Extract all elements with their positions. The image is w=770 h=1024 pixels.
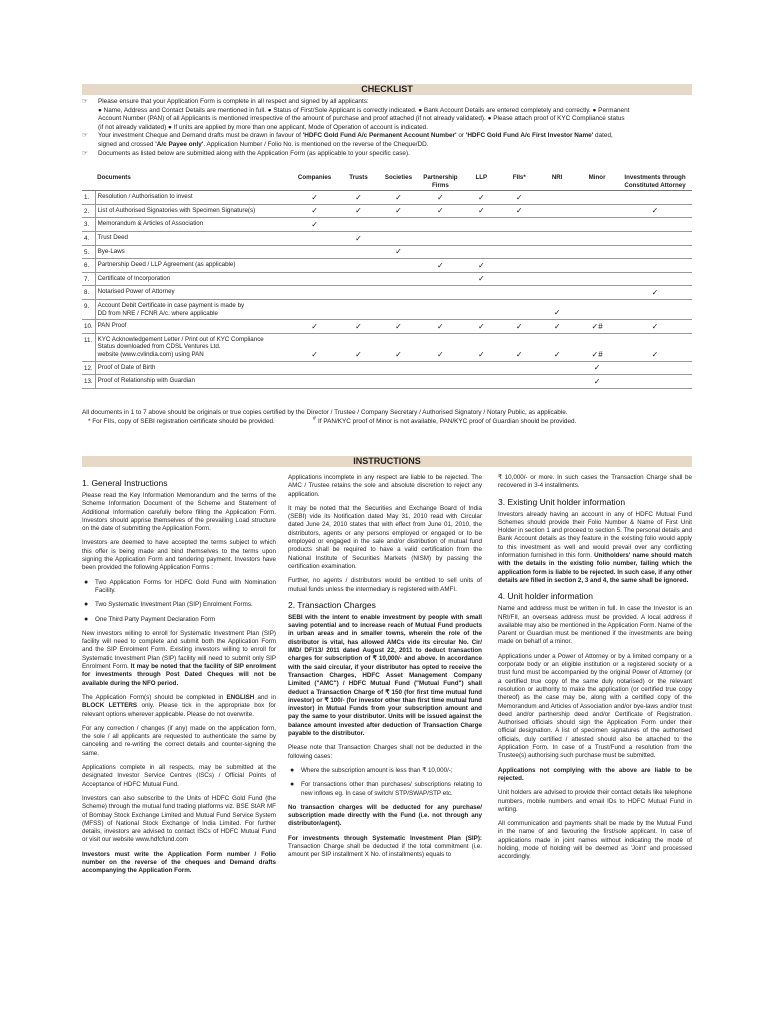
checklist-notes (82, 408, 692, 427)
s2-bullet-2 (288, 781, 482, 798)
empty-cell (576, 218, 618, 232)
check-icon: ✓ (378, 191, 418, 205)
c2-paragraph-1: Applications incomplete in any respect are liable to be rejected. The AMC / Trustee retains the sole and absolute discretion to reject any application. (288, 474, 482, 498)
col-companies: Companies (291, 173, 339, 191)
row-document: Proof of Relationship with Guardian (95, 375, 290, 389)
row-number: 6. (82, 259, 95, 273)
checklist-line-2 (82, 132, 692, 141)
check-icon: ✓ (618, 204, 692, 218)
s1-paragraph-1: Please read the Key Information Memorandum and the terms of the Scheme Information Document of the Scheme and Statement of Additional Information carefully before filling the Application Form. Investors should apprise themselves of the prevailing Load structure on the date of submitting the Application Form. (82, 492, 276, 533)
s1-bullet-2-text: Two Systematic Investment Plan (SIP) Enrolment Forms. (95, 601, 253, 609)
s1-bullet-3 (82, 616, 276, 624)
s2-bullet-2-text: For transactions other than purchases/ subscriptions relating to new inflows eg. In case of switch/ STP/SWAP/STP etc. (301, 781, 482, 797)
section-3-title: 3. Existing Unit holder information (498, 496, 626, 507)
empty-cell (618, 299, 692, 319)
line2-text-h: . Application Number / Folio No. is mentioned on the reverse of the Cheque/DD. (203, 140, 429, 148)
check-icon: ✓ (462, 191, 500, 205)
pointing-hand-icon: ☞ (82, 149, 88, 157)
empty-cell (462, 299, 500, 319)
s2-paragraph-2: Please note that Transaction Charges shall not be deducted in the following cases: (288, 744, 482, 760)
empty-cell (576, 259, 618, 273)
check-icon: ✓ (618, 320, 692, 334)
empty-cell (418, 299, 462, 319)
empty-cell (576, 204, 618, 218)
row-number: 11. (82, 333, 95, 361)
s1-paragraph-6: Applications complete in all respects, may be submitted at the designated Investor Service Centres (ISCs) / Official Points of Acceptance of HDFC Mutual Fund. (82, 764, 276, 788)
s1-paragraph-5: For any correction / changes (if any) made on the application form, the sole / all applicants are requested to authenticate the same by canceling and re-writing the correct details and counter-signing the same. (82, 724, 276, 757)
row-document: Partnership Deed / LLP Agreement (as applicable) (95, 259, 290, 273)
table-row (82, 204, 692, 218)
table-row (82, 320, 692, 334)
bullet-icon: ● (84, 601, 89, 609)
checklist-line-3-text: Documents as listed below are submitted along with the Application Form (as applicable to your specific case). (98, 149, 410, 157)
col-documents: Documents (95, 173, 290, 191)
check-icon: ✓ (418, 191, 462, 205)
col-societies: Societies (378, 173, 418, 191)
check-icon: ✓ (339, 333, 379, 361)
empty-cell (500, 231, 538, 245)
line2-payee-name: 'HDFC Gold Fund A/c First Investor Name' (465, 132, 594, 140)
empty-cell (339, 286, 379, 300)
checklist-line-1-sub-3: (if not already validated) ● If units are applied by more than one applicant, Mode of Operation of account is indicated. (98, 123, 428, 131)
empty-cell (500, 361, 538, 375)
check-icon: ✓ (378, 333, 418, 361)
empty-cell (500, 218, 538, 232)
empty-cell (618, 259, 692, 273)
note-minor: If PAN/KYC proof of Minor is not available, PAN/KYC proof of Guardian should be provided. (318, 418, 577, 425)
empty-cell (418, 231, 462, 245)
empty-cell (418, 361, 462, 375)
s4-paragraph-2: Applications under a Power of Attorney or by a limited company or a corporate body or an eligible institution or a registered society or a trust fund must be accompanied by the original Power of Attorney (or a certified true copy of the same duly notarised) or the relevant resolution or authority to make the application (or certified true copy thereof) as the case may be, along with a certified copy of the Memorandum and Articles of Association and/or bye-laws and/or trust deed and/or partnership deed and/or Certificate of Registration. Authorised officials should sign the Application Form under their official designation. A list of specimen signatures of the authorised officials, duly certified / attested should also be attached to the Application Form. In case of a Trust/Fund a resolution from the Trustee(s) authorising such purchase must be submitted. (498, 652, 692, 760)
s1-p8-bold: Investors must write the Application Form number / Folio number on the reverse of the cheques and Demand drafts accompanying the Application Form. (82, 850, 276, 875)
s2-p4-text: Transaction Charge shall be deducted if the total commitment (i.e. amount per SIP installment X No. of installments) equals to (288, 842, 482, 859)
row-number: 5. (82, 245, 95, 259)
empty-cell (462, 375, 500, 389)
bullet-icon: ● (84, 578, 89, 586)
empty-cell (462, 361, 500, 375)
empty-cell (618, 245, 692, 259)
col-partnership-line2: Firms (431, 181, 449, 189)
s1-paragraph-8 (82, 851, 276, 876)
row-number: 4. (82, 231, 95, 245)
check-icon: ✓ (418, 320, 462, 334)
s2-p4-bold: For investments through Systematic Investment Plan (SIP): (288, 834, 482, 842)
empty-cell (500, 375, 538, 389)
pointing-hand-icon: ☞ (82, 132, 88, 140)
checklist-line-1-text: Please ensure that your Application Form is complete in all respect and signed by all applicants: (98, 98, 369, 105)
empty-cell (418, 218, 462, 232)
checklist-line-1 (82, 98, 692, 107)
check-icon: ✓ (462, 320, 500, 334)
check-icon: ✓ (462, 272, 500, 286)
table-row (82, 272, 692, 286)
check-icon: ✓# (576, 320, 618, 334)
s2-paragraph-4 (288, 835, 482, 860)
s1-bullet-1 (82, 579, 276, 596)
check-icon: ✓ (538, 320, 576, 334)
table-row (82, 286, 692, 300)
empty-cell (418, 286, 462, 300)
row-number: 1. (82, 191, 95, 205)
empty-cell (576, 191, 618, 205)
check-icon: ✓ (500, 320, 538, 334)
empty-cell (378, 361, 418, 375)
row-document: List of Authorised Signatories with Specimen Signature(s) (95, 204, 290, 218)
empty-cell (462, 245, 500, 259)
empty-cell (500, 272, 538, 286)
s2-paragraph-1 (288, 614, 482, 738)
empty-cell (378, 299, 418, 319)
s2-paragraph-3 (288, 804, 482, 829)
empty-cell (500, 286, 538, 300)
empty-cell (291, 286, 339, 300)
empty-cell (538, 361, 576, 375)
row-document: Notarised Power of Attorney (95, 286, 290, 300)
s2-bullet-1-text: Where the subscription amount is less than ₹ 10,000/-; (301, 766, 453, 774)
check-icon: ✓ (500, 333, 538, 361)
check-icon: ✓ (291, 204, 339, 218)
table-row (82, 191, 692, 205)
empty-cell (291, 361, 339, 375)
col-nri: NRI (538, 173, 576, 191)
check-icon: ✓ (339, 231, 379, 245)
s3-p1-bold: Unitholders' name should match with the details in the existing folio number, failing which the application form is liable to be rejected. In such case, if any other details are filled in section 2, 3 and 4, the same shall be ignored. (498, 552, 693, 584)
check-icon: ✓ (378, 320, 418, 334)
section-4-title: 4. Unit holder information (498, 591, 593, 602)
row-number: 7. (82, 272, 95, 286)
s2-bullet-1 (288, 767, 482, 775)
s1-paragraph-7: Investors can also subscribe to the Units of HDFC Gold Fund (the Scheme) through the mutual fund trading platforms viz. BSE StAR MF of Bombay Stock Exchange Limited and Mutual Fund Service System (MFSS) of National Stock Exchange of India Limited. For further details, investors are advised to contact ISCs of HDFC Mutual Fund or visit our website www.hdfcfund.com (82, 794, 276, 844)
check-icon: ✓ (291, 218, 339, 232)
empty-cell (618, 272, 692, 286)
row-number: 2. (82, 204, 95, 218)
table-row (82, 299, 692, 319)
s3-paragraph-1 (498, 511, 692, 586)
pointing-hand-icon: ☞ (82, 98, 88, 105)
col-investments-line2: Constituted Attorney (624, 181, 686, 189)
empty-cell (291, 272, 339, 286)
check-icon: ✓ (339, 320, 379, 334)
check-icon: ✓ (339, 204, 379, 218)
empty-cell (538, 218, 576, 232)
s4-paragraph-3 (498, 767, 692, 784)
row-document: PAN Proof (95, 320, 290, 334)
empty-cell (538, 272, 576, 286)
empty-cell (378, 375, 418, 389)
empty-cell (500, 259, 538, 273)
check-icon: ✓ (500, 191, 538, 205)
checklist-line-2-cont (82, 141, 692, 150)
table-row (82, 231, 692, 245)
note-all-documents: All documents in 1 to 7 above should be originals or true copies certified by the Director / Trustee / Company Secretary / Authorised Signatory / Notary Public, as applicable. (82, 409, 568, 416)
table-row (82, 333, 692, 361)
checklist-line-1-sub-2: Account Number (PAN) of all Applicants is mentioned irrespective of the amount of purchase and proof attached (if not already validated). ● Please attach proof of KYC Compliance status (98, 115, 625, 123)
empty-cell (378, 218, 418, 232)
row-number: 13. (82, 375, 95, 389)
table-row (82, 375, 692, 389)
s1-p4-c: and in (254, 693, 276, 701)
bullet-icon: ● (290, 766, 295, 774)
s4-paragraph-1: Name and address must be written in full. In case the Investor is an NRI/FII, an overseas address must be provided. A local address if available may also be mentioned in the Application Form. Name of the Parent or Guardian must be mentioned if the investments are being made on behalf of a minor. (498, 605, 692, 646)
row-document: Proof of Date of Birth (95, 361, 290, 375)
s2-p1-bold: SEBI with the intent to enable investment by people with small saving potential and to increase reach of Mutual Fund products in urban areas and in smaller towns, wherein the role of the distributor is vital, has allowed AMCs vide its circular No. Cir/ IMD/ DF/13/ 2011 dated August 22, 2011 to deduct transaction charges for subscription of ₹ 10,000/- and above. In accordance with the said circular, if your distributor has opted to receive the Transaction Charges, HDFC Asset Management Company Limited ("AMC") / HDFC Mutual Fund ("Mutual Fund") shall deduct a Transaction Charge of ₹ 150 (for first time mutual fund investor) or ₹ 100/- (for investor other than first time mutual fund investor) in Mutual Funds from your subscription amount and pay the same to your distributor. Units will be issued against the balance amount invested after deduction of Transaction Charge payable to the distributor. (288, 613, 482, 738)
empty-cell (339, 218, 379, 232)
note-fii: * For FIIs, copy of SEBI registration certificate should be provided. (88, 418, 275, 425)
checklist-intro (82, 98, 692, 158)
row-document: Certificate of Incorporation (95, 272, 290, 286)
empty-cell (291, 375, 339, 389)
empty-cell (339, 361, 379, 375)
table-row (82, 218, 692, 232)
section-1-title: 1. General Instructions (82, 478, 168, 488)
s3-p1-text: Investors already having an account in any of HDFC Mutual Fund Schemes should provide their Folio Number & Name of First Unit Holder in section 1 and proceed to section 5. The personal details and Bank Account details as they feature in the existing folio would apply to this investment as well and would prevail over any conflicting information furnished in this form. (498, 510, 692, 560)
empty-cell (538, 191, 576, 205)
check-icon: ✓ (378, 204, 418, 218)
empty-cell (538, 245, 576, 259)
c2-paragraph-3: Further, no agents / distributors would be entitled to sell units of mutual funds unless the intermediary is registered with AMFI. (288, 577, 482, 593)
checklist-line-3 (82, 150, 692, 159)
row-number: 8. (82, 286, 95, 300)
s1-bullet-3-text: One Third Party Payment Declaration Form (95, 615, 216, 623)
check-icon: ✓ (462, 259, 500, 273)
check-icon: ✓ (576, 361, 618, 375)
empty-cell (538, 204, 576, 218)
check-icon: ✓ (500, 204, 538, 218)
section-2-title: 2. Transaction Charges (288, 599, 376, 610)
s4-paragraph-5: All communication and payments shall be made by the Mutual Fund in the name of and favouring the first/sole applicant. In case of applications made in joint names without indicating the mode of holding, mode of holding will be deemed as 'Joint' and processed accordingly. (498, 820, 692, 861)
empty-cell (462, 286, 500, 300)
empty-cell (291, 231, 339, 245)
check-icon: ✓ (538, 299, 576, 319)
empty-cell (576, 286, 618, 300)
empty-cell (378, 286, 418, 300)
table-row (82, 259, 692, 273)
s1-bullet-1-text: Two Application Forms for HDFC Gold Fund with Nomination Facility. (95, 578, 276, 594)
instructions-column-1 (82, 474, 276, 882)
s1-p4-e: only. Please tick in the appropriate box for relevant options wherever applicable. Please do not overwrite. (82, 702, 276, 718)
empty-cell (618, 218, 692, 232)
empty-cell (339, 375, 379, 389)
c2-paragraph-2: It may be noted that the Securities and Exchange Board of India (SEBI) vide its Notification dated May 31, 2010 read with Circular dated June 24, 2010 states that with effect from June 01, 2010, the distributors, agents or any persons employed or engaged or to be employed or engaged in the sale and/or distribution of mutual fund products shall be required to have a valid certification from the National Institute of Securities Markets (NISM) by passing the certification examination. (288, 504, 482, 570)
empty-cell (618, 231, 692, 245)
col-trusts: Trusts (339, 173, 379, 191)
empty-cell (291, 299, 339, 319)
line2-text-f: signed and crossed (98, 140, 156, 148)
empty-cell (500, 245, 538, 259)
table-row (82, 361, 692, 375)
s1-p4-block: BLOCK LETTERS (82, 702, 138, 710)
empty-cell (462, 218, 500, 232)
col-investments (618, 173, 692, 191)
line2-ac-payee: 'A/c Payee only' (155, 140, 204, 148)
empty-cell (418, 272, 462, 286)
checklist-title: CHECKLIST (82, 84, 692, 95)
note-row (82, 417, 692, 427)
table-header-row (82, 173, 692, 191)
row-document: Resolution / Authorisation to invest (95, 191, 290, 205)
check-icon: ✓ (618, 286, 692, 300)
instructions-column-3 (498, 474, 692, 868)
check-icon: ✓ (291, 191, 339, 205)
col-partnership-line1: Partnership (423, 174, 458, 181)
empty-cell (576, 245, 618, 259)
empty-cell (538, 231, 576, 245)
table-row (82, 245, 692, 259)
empty-cell (291, 259, 339, 273)
check-icon: ✓ (291, 333, 339, 361)
check-icon: ✓ (618, 333, 692, 361)
row-document: Trust Deed (95, 231, 290, 245)
s1-p3-bold: It may be noted that the facility of SIP enrolment for investments through Post Dated Cheques will not be available during the NFO period. (82, 663, 276, 687)
check-icon: ✓ (462, 204, 500, 218)
check-icon: ✓ (576, 375, 618, 389)
col-investments-line1: Investments through (624, 174, 686, 181)
empty-cell (418, 375, 462, 389)
row-document: Bye-Laws (95, 245, 290, 259)
check-icon: ✓ (378, 245, 418, 259)
s4-p3-bold: Applications not complying with the above are liable to be rejected. (498, 766, 692, 782)
row-number: 12. (82, 361, 95, 375)
empty-cell (538, 286, 576, 300)
empty-cell (418, 245, 462, 259)
empty-cell (378, 272, 418, 286)
row-document: Account Debit Certificate in case payment is made by DD from NRE / FCNR A/c. where applicable (95, 299, 290, 319)
col-minor: Minor (576, 173, 618, 191)
empty-cell (538, 375, 576, 389)
check-icon: ✓ (418, 259, 462, 273)
empty-cell (339, 272, 379, 286)
empty-cell (339, 259, 379, 273)
check-icon: ✓# (576, 333, 618, 361)
col-llp: LLP (462, 173, 500, 191)
documents-table (82, 173, 692, 389)
s1-paragraph-2: Investors are deemed to have accepted the terms subject to which this offer is being made and bind themselves to the terms upon signing the Application Form and tendering payment. Investors have been provided the following Application Forms : (82, 539, 276, 572)
empty-cell (378, 231, 418, 245)
line2-payee-pan: 'HDFC Gold Fund A/c Permanent Account Number' (302, 132, 457, 140)
bullet-icon: ● (84, 615, 89, 623)
row-number: 10. (82, 320, 95, 334)
empty-cell (462, 231, 500, 245)
s1-p4-a: The Application Form(s) should be completed in (82, 693, 227, 701)
line2-text-c: or (456, 132, 466, 140)
checklist-line-1-sub-1: ● Name, Address and Contact Details are mentioned in full. ● Status of First/Sole Applicant is correctly indicated. ● Bank Account Details are entered completely and correctly. ● Permanent (98, 106, 630, 114)
empty-cell (618, 361, 692, 375)
empty-cell (576, 272, 618, 286)
row-document: Memorandum & Articles of Association (95, 218, 290, 232)
empty-cell (500, 299, 538, 319)
empty-cell (339, 245, 379, 259)
s1-paragraph-4 (82, 694, 276, 719)
s1-p4-english: ENGLISH (226, 693, 255, 701)
s2-p3-bold: No transaction charges will be deducted for any purchase/ subscription made directly with the Fund (i.e. not through any distributor/agent). (288, 803, 482, 828)
empty-cell (618, 191, 692, 205)
check-icon: ✓ (339, 191, 379, 205)
s4-paragraph-4: Unit holders are advised to provide their contact details like telephone numbers, mobile numbers and email IDs to HDFC Mutual Fund in writing. (498, 789, 692, 813)
instructions-title: INSTRUCTIONS (82, 456, 692, 467)
empty-cell (378, 259, 418, 273)
s1-bullet-2 (82, 601, 276, 609)
check-icon: ✓ (291, 320, 339, 334)
check-icon: ✓ (418, 204, 462, 218)
empty-cell (618, 375, 692, 389)
line2-text-a: Your investment Cheque and Demand drafts must be drawn in favour of (98, 132, 303, 140)
row-number: 3. (82, 218, 95, 232)
s1-p3-text: New investors willing to enroll for Systematic Investment Plan (SIP) facility will need to complete and submit both the Application Form and the SIP Enrolment Form. Existing investors willing to enroll for Systematic Investment Plan (SIP) facility will need to submit only SIP Enrolment Form. (82, 629, 276, 671)
check-icon: ✓ (418, 333, 462, 361)
s1-paragraph-3 (82, 630, 276, 688)
check-icon: ✓ (538, 333, 576, 361)
instructions-column-2 (288, 474, 482, 866)
empty-cell (538, 259, 576, 273)
empty-cell (291, 245, 339, 259)
bullet-icon: ● (290, 781, 295, 789)
col-partnership (418, 173, 462, 191)
row-document: KYC Acknowledgement Letter / Print out of KYC Compliance Status downloaded from CDSL Ventures Ltd. website (www.cvlindia.com) using PAN (95, 333, 290, 361)
row-number: 9. (82, 299, 95, 319)
c3-paragraph-1: ₹ 10,000/- or more. In such cases the Transaction Charge shall be recovered in 3-4 installments. (498, 474, 692, 490)
check-icon: ✓ (462, 333, 500, 361)
line2-text-e: dated, (593, 132, 613, 140)
col-fiis: FIIs* (500, 173, 538, 191)
note-hash: # (313, 416, 316, 422)
empty-cell (339, 299, 379, 319)
empty-cell (576, 231, 618, 245)
empty-cell (576, 299, 618, 319)
